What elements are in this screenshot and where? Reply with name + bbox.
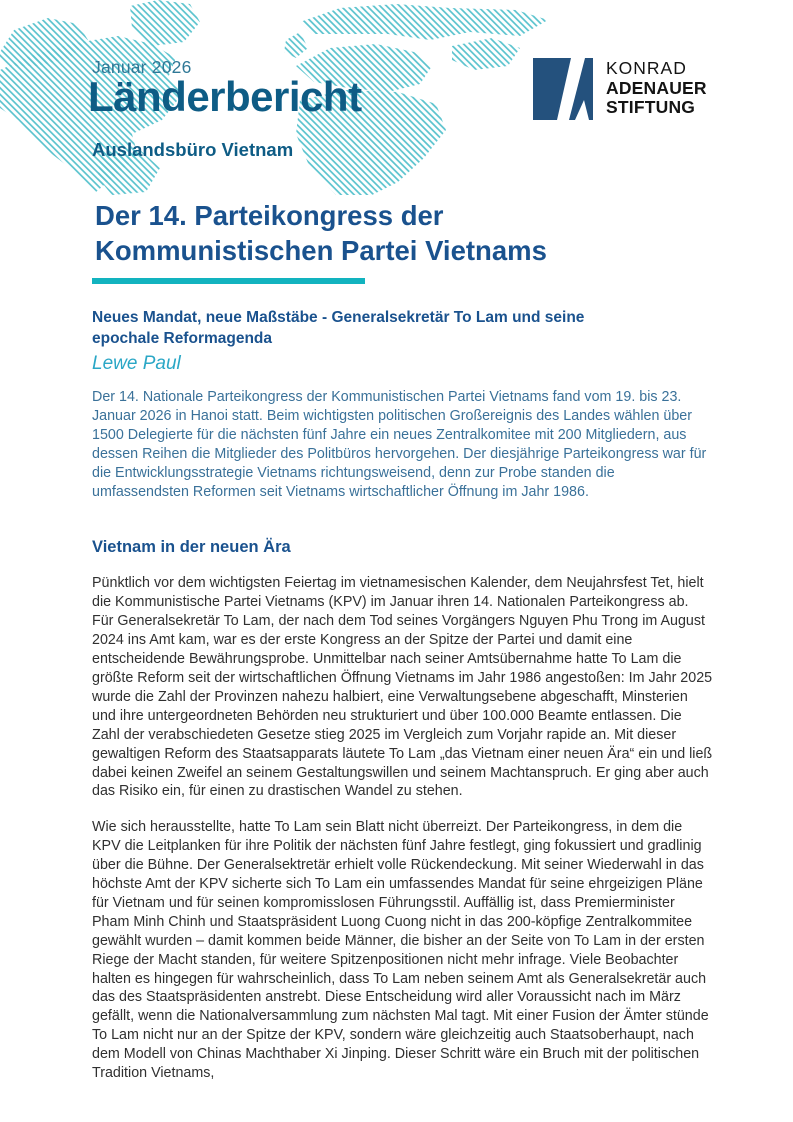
lead-paragraph: Der 14. Nationale Parteikongress der Kommunistischen Partei Vietnams fand vom 19. bis 23. Januar 2026 in Hanoi statt. Beim wichtigsten politischen Großereignis des Landes wählen über 1500 Delegierte für die nächsten fünf Jahre ein neues Zentralkomitee mit 200 Mitgliedern, aus dessen Reihen die Mitglieder des Politbüros hervorgehen. Der diesjährige Parteikongress war für die Entwicklungsstrategie Vietnams richtungsweisend, denn zur Probe standen die umfassendsten Reformen seit Vietnams wirtschaftlicher Öffnung im Jahr 1986.	[92, 389, 707, 500]
kas-logo-icon	[533, 58, 593, 120]
body-paragraph: Wie sich herausstellte, hatte To Lam sein Blatt nicht überreizt. Der Parteikongress, in dem die KPV die Leitplanken für ihre Politik der nächsten fünf Jahre festlegt, ging fokussiert und gradlinig über die Bühne. Der Generalsektretär erhielt volle Rückendeckung. Mit seiner Wiederwahl in das höchste Amt der KPV sicherte sich To Lam ein umfassendes Mandat für seine ehrgeizigen Pläne für Vietnam und für seinen kompromisslosen Führungsstil. Auffällig ist, dass Premierminister Pham Minh Chinh und Staatspräsident Luong Cuong nicht in das 200-köpfige Zentralkommitee gewählt wurden – damit kommen beide Männer, die bisher an der Seite von To Lam in der ersten Riege der Macht standen, für weitere Spitzenpositionen nicht mehr infrage. Viele Beobachter halten es hingegen für wahrscheinlich, dass To Lam neben seinem Amt als Generalsekretär auch das des Staatspräsidenten anstrebt. Diese Entscheidung wird aller Voraussicht nach im März gefällt, wenn die Nationalversammlung zum nächsten Mal tagt. Mit einer Fusion der Ämter stünde To Lam nicht nur an der Spitze der KPV, sondern wäre gleichzeitig auch Staatsoberhaupt, nach dem Modell von Chinas Machthaber Xi Jinping. Dieser Schritt wäre ein Bruch mit der politischen Tradition Vietnams,	[92, 819, 709, 1082]
article-title: Der 14. Parteikongress der Kommunistischen Partei Vietnams	[95, 200, 547, 266]
logo-word-adenauer: ADENAUER	[606, 77, 707, 98]
logo-word-stiftung: STIFTUNG	[606, 97, 696, 117]
article	[0, 198, 793, 1083]
body-paragraph: Pünktlich vor dem wichtigsten Feiertag im vietnamesischen Kalender, dem Neujahrsfest Tet, hielt die Kommunistische Partei Vietnams (KPV) im Januar ihren 14. Nationalen Parteikongress ab. Für Generalsekretär To Lam, der nach dem Tod seines Vorgängers Nguyen Phu Trong im August 2024 ins Amt kam, war es der erste Kongress an der Spitze der Partei und damit eine entscheidende Bewährungsprobe. Unmittelbar nach seiner Amtsübernahme hatte To Lam die größte Reform seit der wirtschaftlichen Öffnung Vietnams im Jahr 1986 angestoßen: Im Jahr 2025 wurde die Zahl der Provinzen nahezu halbiert, eine Verwaltungsebene abgeschafft, Minsterien und ihre untergeordneten Behörden neu strukturiert und über 100.000 Beamte entlassen. Die Zahl der verabschiedeten Gesetze stieg 2025 im Vergleich zum Vorjahr rapide an. Mit dieser gewaltigen Reform des Staatsapparats läutete To Lam „das Vietnam einer neuen Ära“ ein und ließ dabei keinen Zweifel an seinem Gestaltungswillen und seinem Machtanspruch. Er ging aber auch das Risiko ein, für einen zu drastischen Wandel zu stehen.	[92, 575, 713, 800]
kas-logo-wordmark	[606, 58, 707, 118]
title-accent-rule	[92, 278, 365, 284]
issue-date: Januar 2026	[92, 57, 192, 77]
kas-logo	[533, 58, 707, 120]
report-header	[0, 0, 793, 190]
publication-title: Länderbericht	[88, 73, 362, 120]
author-name: Lewe Paul	[92, 353, 181, 374]
article-subtitle: Neues Mandat, neue Maßstäbe - Generalsekretär To Lam und seine epochale Reformagenda	[92, 309, 585, 347]
section-heading: Vietnam in der neuen Ära	[92, 538, 291, 557]
office-name: Auslandsbüro Vietnam	[92, 139, 294, 160]
logo-word-konrad: KONRAD	[606, 58, 687, 78]
